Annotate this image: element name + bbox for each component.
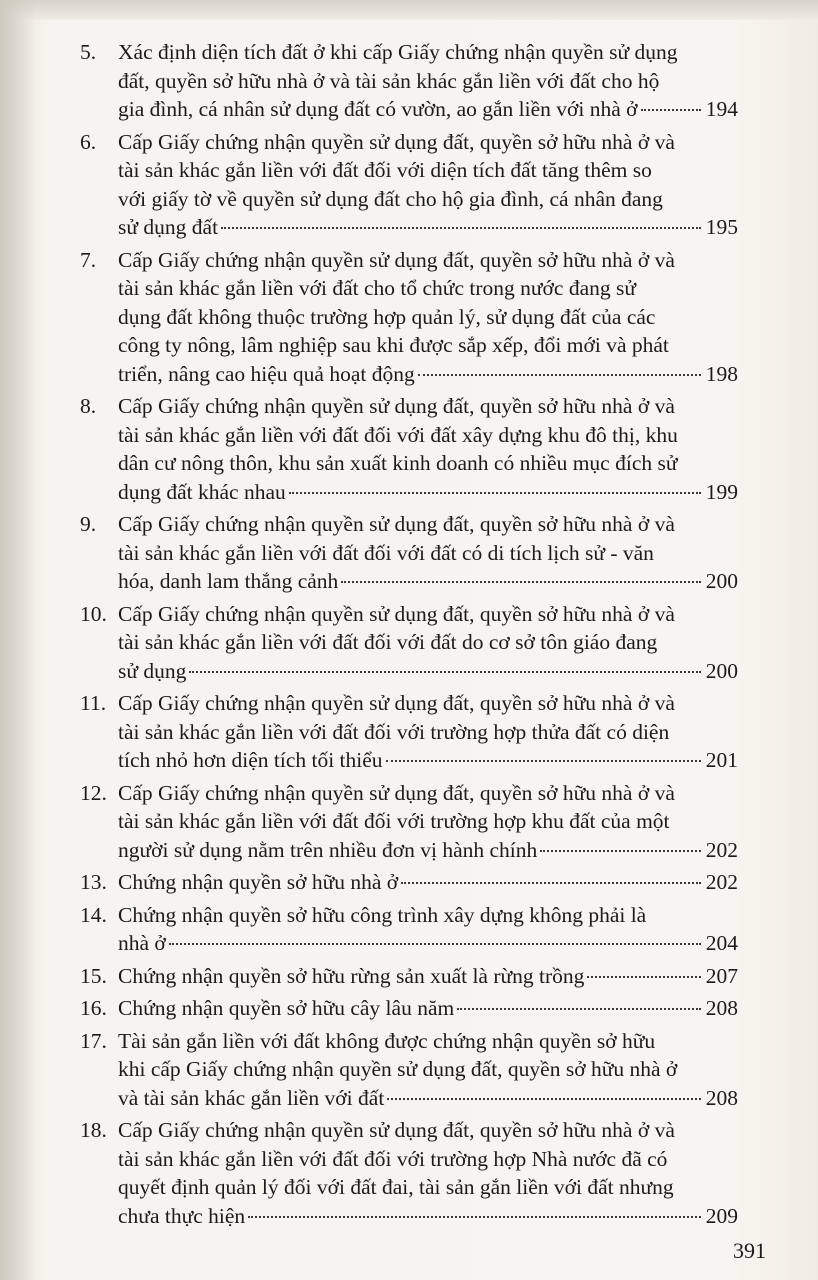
toc-entry-page: 202 <box>705 837 738 862</box>
toc-entry-text-line: và tài sản khác gắn liền với đất <box>118 1085 385 1110</box>
toc-entry-number: 18. <box>80 1118 107 1142</box>
toc-entry-text-line: sử dụng <box>118 658 187 683</box>
toc-entry-text-line: tài sản khác gắn liền với đất đối với diện tích đất tăng thêm so <box>118 158 652 182</box>
toc-entry[interactable] <box>80 994 770 1023</box>
toc-entry-text-line: Chứng nhận quyền sở hữu công trình xây dựng không phải là <box>118 902 647 927</box>
page-number: 391 <box>733 1238 766 1263</box>
toc-entry[interactable] <box>80 128 770 242</box>
toc-entry-text-line: đất, quyền sở hữu nhà ở và tài sản khác gắn liền với đất cho hộ <box>118 68 660 93</box>
table-of-contents <box>80 38 770 1234</box>
toc-entry[interactable] <box>80 510 770 596</box>
toc-entry-page: 208 <box>705 996 738 1020</box>
toc-entry-text-line: sử dụng đất <box>118 215 219 239</box>
toc-entry-text-line: Cấp Giấy chứng nhận quyền sử dụng đất, quyền sở hữu nhà ở và <box>118 394 675 418</box>
toc-entry-page: 201 <box>705 748 738 772</box>
dot-leader <box>248 1216 701 1218</box>
toc-entry-text-line: Chứng nhận quyền sở hữu rừng sản xuất là rừng trồng <box>118 963 585 988</box>
toc-entry-text-line: tài sản khác gắn liền với đất đối với trường hợp khu đất của một <box>118 809 670 833</box>
dot-leader <box>169 943 701 945</box>
toc-entry-text-line: Tài sản gắn liền với đất không được chứng nhận quyền sở hữu <box>118 1028 656 1053</box>
toc-entry-text-line: Chứng nhận quyền sở hữu cây lâu năm <box>118 996 455 1020</box>
toc-entry-number: 14. <box>80 902 107 927</box>
toc-entry[interactable] <box>80 962 770 991</box>
toc-entry-text-line: triển, nâng cao hiệu quả hoạt động <box>118 361 415 386</box>
toc-entry-page: 204 <box>705 931 738 955</box>
toc-entry-text-line: dân cư nông thôn, khu sản xuất kinh doanh có nhiều mục đích sử <box>118 451 678 475</box>
dot-leader <box>289 492 701 494</box>
toc-entry[interactable] <box>80 689 770 775</box>
toc-entry[interactable] <box>80 1116 770 1230</box>
dot-leader <box>457 1008 701 1010</box>
toc-entry[interactable] <box>80 901 770 958</box>
toc-entry[interactable] <box>80 868 770 897</box>
toc-entry-number: 17. <box>80 1028 107 1053</box>
toc-entry-number: 8. <box>80 394 97 418</box>
toc-entry-page: 209 <box>705 1203 738 1228</box>
toc-entry-text-line: tài sản khác gắn liền với đất đối với trường hợp thửa đất có diện <box>118 719 670 744</box>
toc-entry-text-line: dụng đất khác nhau <box>118 479 286 504</box>
toc-entry-page: 194 <box>705 97 738 121</box>
toc-entry-number: 10. <box>80 601 107 626</box>
dot-leader <box>221 227 701 229</box>
toc-entry-page: 202 <box>705 870 738 894</box>
toc-entry-text-line: tài sản khác gắn liền với đất đối với đất do cơ sở tôn giáo đang <box>118 630 658 654</box>
toc-entry-text-line: tài sản khác gắn liền với đất đối với trường hợp Nhà nước đã có <box>118 1146 668 1171</box>
dot-leader <box>386 760 701 762</box>
toc-entry-text-line: với giấy tờ về quyền sử dụng đất cho hộ gia đình, cá nhân đang <box>118 186 663 211</box>
toc-entry-number: 15. <box>80 963 107 988</box>
toc-entry-number: 16. <box>80 996 107 1020</box>
toc-entry-page: 195 <box>705 215 738 239</box>
toc-entry-text-line: người sử dụng nằm trên nhiều đơn vị hành chính <box>118 837 538 862</box>
toc-entry-number: 13. <box>80 870 107 894</box>
toc-entry-text-line: Cấp Giấy chứng nhận quyền sử dụng đất, quyền sở hữu nhà ở và <box>118 1118 675 1142</box>
toc-entry-page: 198 <box>705 361 738 386</box>
toc-entry[interactable] <box>80 1027 770 1113</box>
toc-entry-text-line: Cấp Giấy chứng nhận quyền sử dụng đất, quyền sở hữu nhà ở và <box>118 129 675 154</box>
toc-entry-text-line: Cấp Giấy chứng nhận quyền sử dụng đất, quyền sở hữu nhà ở và <box>118 780 675 805</box>
toc-entry-text-line: dụng đất không thuộc trường hợp quản lý, sử dụng đất của các <box>118 304 656 329</box>
toc-entry-text-line: Chứng nhận quyền sở hữu nhà ở <box>118 870 399 894</box>
toc-entry-text-line: tài sản khác gắn liền với đất cho tổ chức trong nước đang sử <box>118 276 637 300</box>
dot-leader <box>641 109 701 111</box>
toc-entry-page: 200 <box>705 569 738 593</box>
toc-entry-number: 11. <box>80 691 107 715</box>
toc-entry-number: 9. <box>80 512 97 536</box>
dot-leader <box>189 671 700 673</box>
toc-entry[interactable] <box>80 392 770 506</box>
toc-entry-page: 207 <box>705 963 738 988</box>
toc-entry-text-line: gia đình, cá nhân sử dụng đất có vườn, ao gắn liền với nhà ở <box>118 97 638 121</box>
toc-entry[interactable] <box>80 38 770 124</box>
dot-leader <box>540 850 701 852</box>
dot-leader <box>418 374 701 376</box>
toc-entry-text-line: tài sản khác gắn liền với đất đối với đất có di tích lịch sử - văn <box>118 540 654 565</box>
toc-entry-page: 199 <box>705 479 738 504</box>
toc-entry[interactable] <box>80 600 770 686</box>
toc-entry-text-line: Xác định diện tích đất ở khi cấp Giấy chứng nhận quyền sử dụng <box>118 40 678 64</box>
toc-entry-number: 6. <box>80 129 97 154</box>
toc-entry-number: 12. <box>80 780 107 805</box>
toc-entry[interactable] <box>80 779 770 865</box>
toc-entry-text-line: Cấp Giấy chứng nhận quyền sử dụng đất, quyền sở hữu nhà ở và <box>118 512 675 536</box>
toc-entry-text-line: công ty nông, lâm nghiệp sau khi được sắp xếp, đổi mới và phát <box>118 333 669 357</box>
toc-entry-text-line: tích nhỏ hơn diện tích tối thiểu <box>118 748 383 772</box>
dot-leader <box>587 976 700 978</box>
dot-leader <box>341 581 700 583</box>
toc-entry-text-line: Cấp Giấy chứng nhận quyền sử dụng đất, quyền sở hữu nhà ở và <box>118 601 675 626</box>
toc-entry-text-line: Cấp Giấy chứng nhận quyền sử dụng đất, quyền sở hữu nhà ở và <box>118 691 675 715</box>
toc-entry-text-line: khi cấp Giấy chứng nhận quyền sử dụng đất, quyền sở hữu nhà ở <box>118 1057 678 1081</box>
toc-entry-text-line: hóa, danh lam thắng cảnh <box>118 569 339 593</box>
toc-entry-number: 5. <box>80 40 97 64</box>
toc-entry-text-line: quyết định quản lý đối với đất đai, tài sản gắn liền với đất nhưng <box>118 1175 674 1199</box>
dot-leader <box>401 882 701 884</box>
binding-shadow <box>0 0 36 1280</box>
toc-entry[interactable] <box>80 246 770 389</box>
toc-entry-text-line: nhà ở <box>118 931 166 955</box>
toc-entry-page: 208 <box>705 1085 738 1110</box>
dot-leader <box>387 1098 700 1100</box>
toc-entry-page: 200 <box>705 658 738 683</box>
page-top-edge <box>0 0 818 20</box>
toc-entry-number: 7. <box>80 247 97 272</box>
toc-entry-text-line: Cấp Giấy chứng nhận quyền sử dụng đất, quyền sở hữu nhà ở và <box>118 247 675 272</box>
toc-entry-text-line: chưa thực hiện <box>118 1203 246 1228</box>
toc-entry-text-line: tài sản khác gắn liền với đất đối với đất xây dựng khu đô thị, khu <box>118 422 678 447</box>
